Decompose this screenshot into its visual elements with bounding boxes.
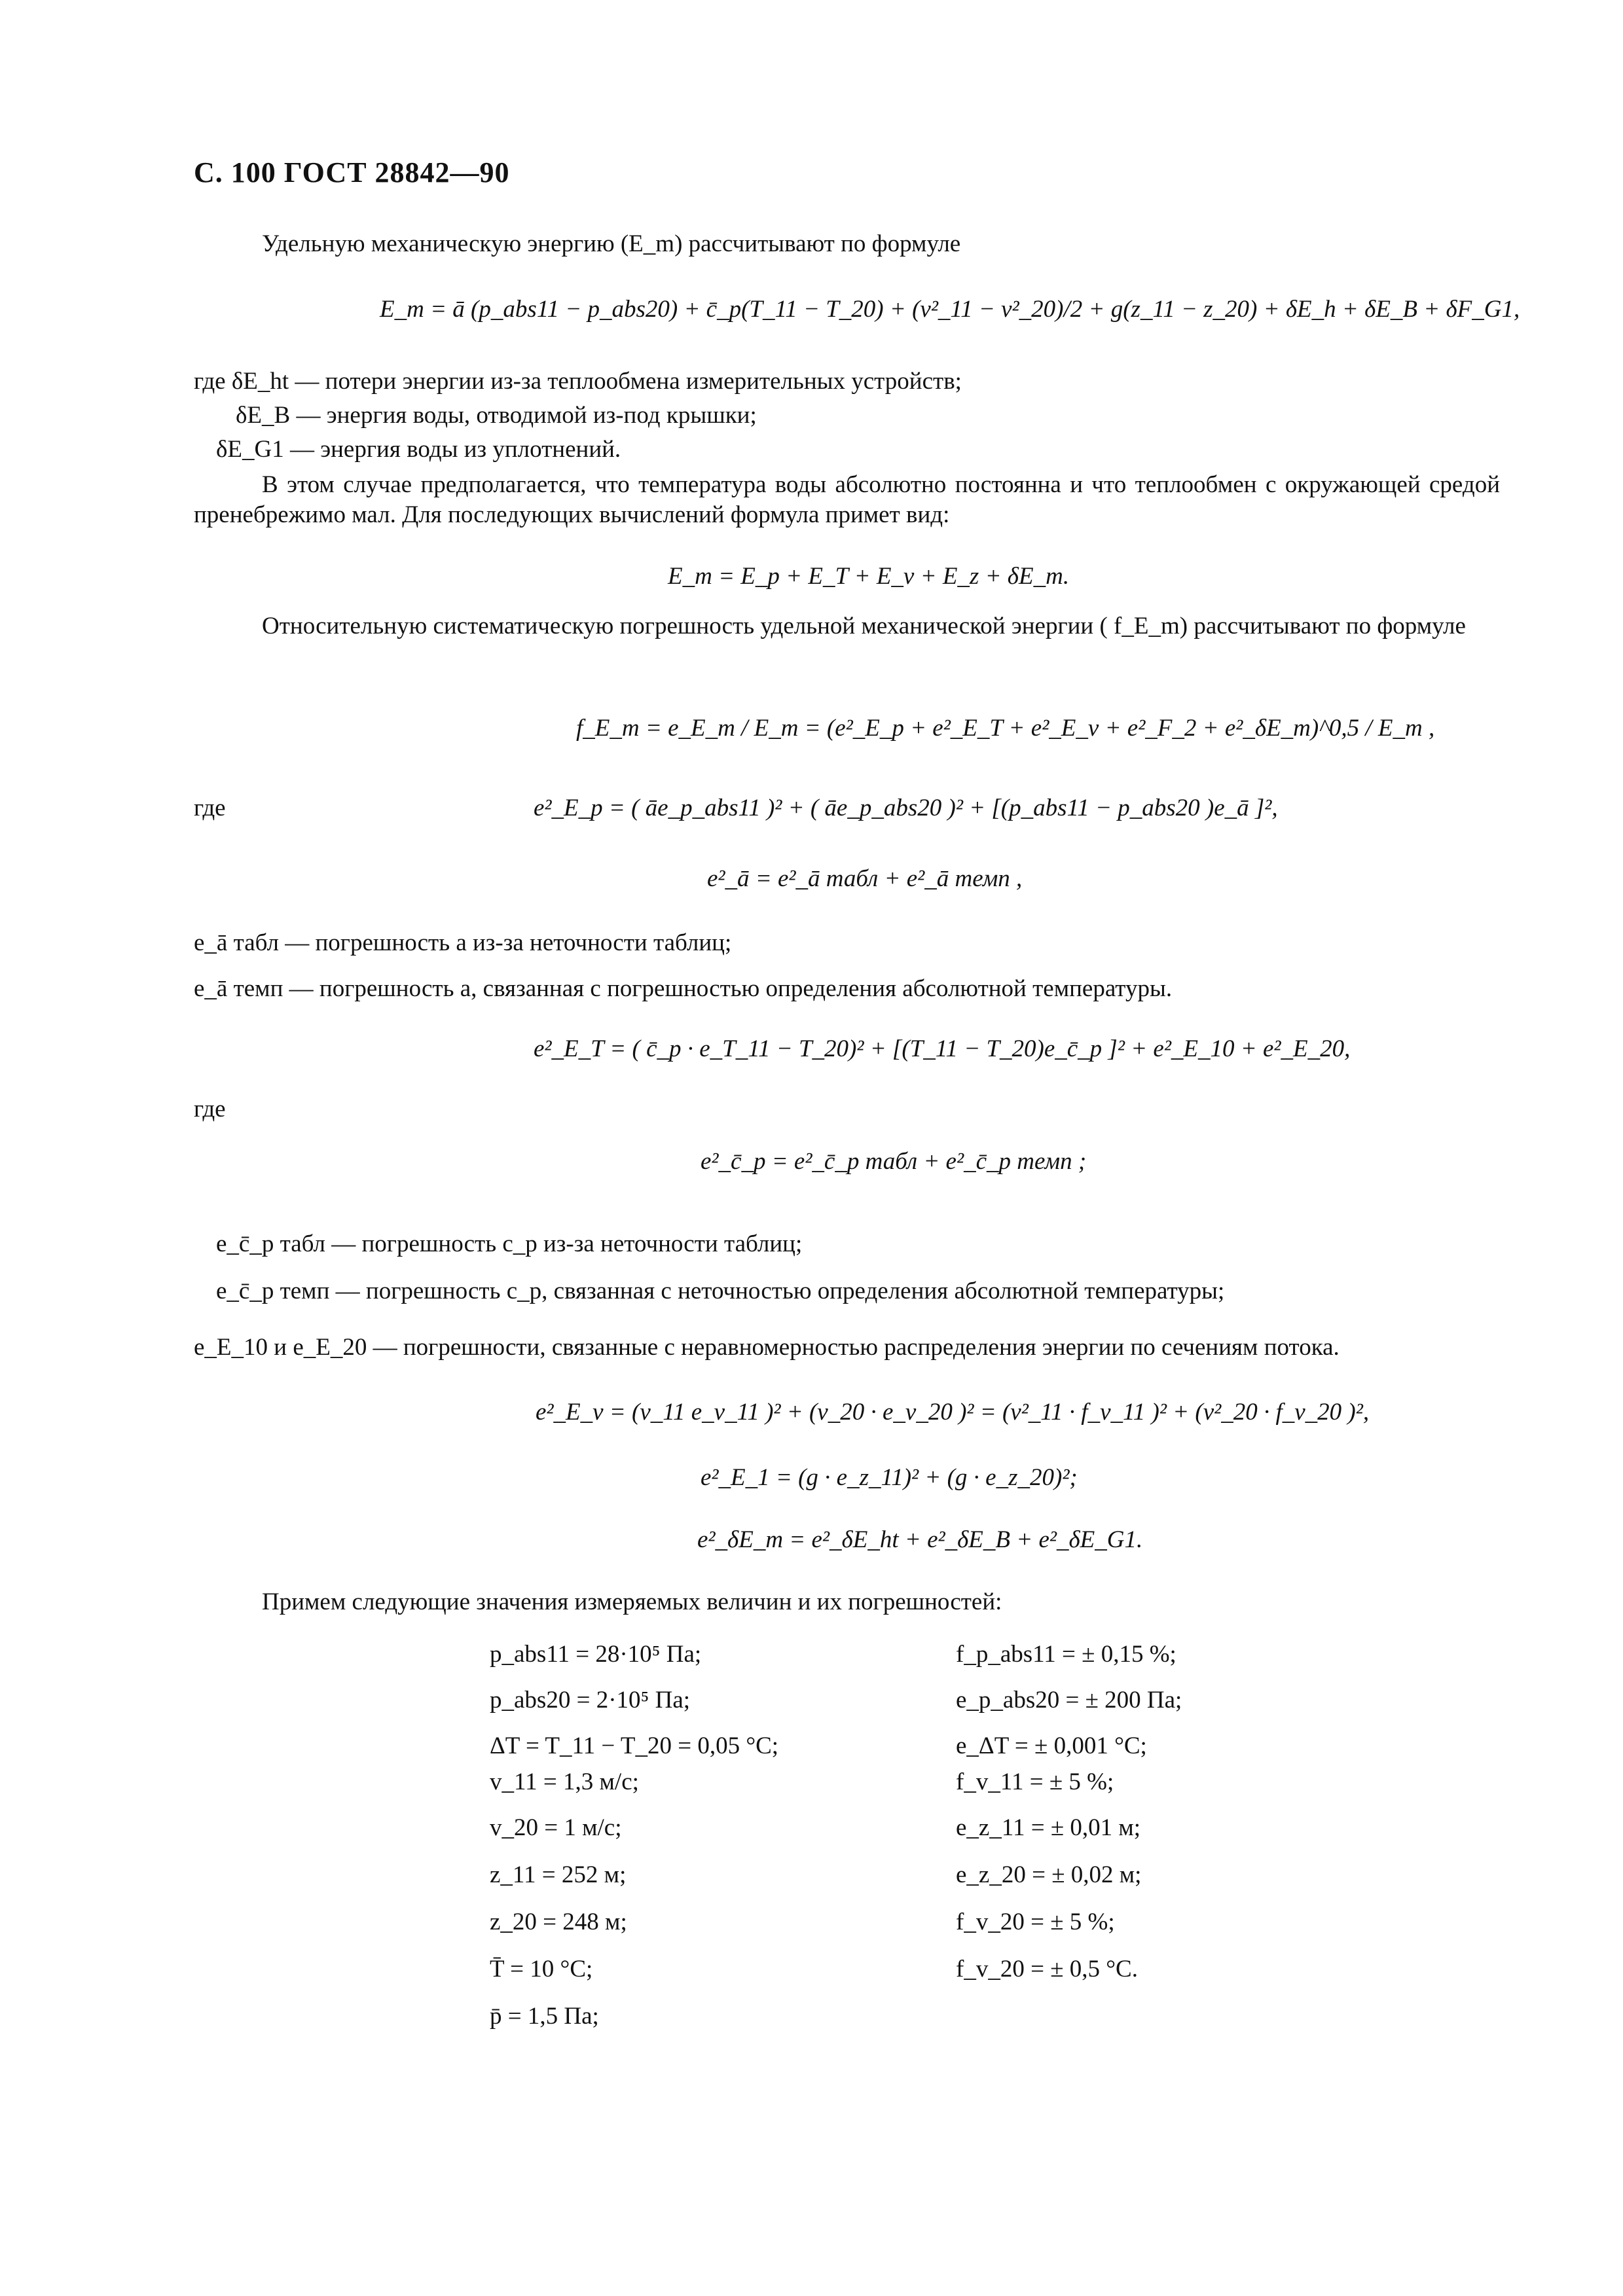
value-left-item: p̄ = 1,5 Па;	[490, 2003, 599, 2030]
value-right-item: f_p_abs11 = ± 0,15 %;	[956, 1641, 1176, 1668]
value-left-item: ΔT = T_11 − T_20 = 0,05 °C;	[490, 1732, 779, 1759]
value-right-item: e_z_11 = ± 0,01 м;	[956, 1814, 1141, 1841]
definition-ecp-tabl: e_c̄_p табл — погрешность c_p из-за неточности таблиц;	[216, 1230, 803, 1257]
value-left-item: v_20 = 1 м/с;	[490, 1814, 622, 1841]
value-left-item: v_11 = 1,3 м/с;	[490, 1768, 639, 1795]
formula-simplified: E_m = E_p + E_T + E_v + E_z + δE_m.	[668, 563, 1070, 590]
intro-text: Удельную механическую энергию (E_m) рассчитывают по формуле	[262, 230, 961, 257]
where-label-1: где	[194, 795, 226, 821]
formula-eEp: e²_E_p = ( āe_p_abs11 )² + ( āe_p_abs20 )² + [(p_abs11 − p_abs20 )e_ā ]²,	[534, 795, 1278, 821]
formula-ea: e²_ā = e²_ā табл + e²_ā темп ,	[707, 865, 1023, 892]
formula-eEv: e²_E_v = (v_11 e_v_11 )² + (v_20 · e_v_20 )² = (v²_11 · f_v_11 )² + (v²_20 · f_v_20 )²,	[536, 1399, 1370, 1426]
value-right-item: e_z_20 = ± 0,02 м;	[956, 1861, 1142, 1888]
definition-ea-temp: e_ā темп — погрешность a, связанная с погрешностью определения абсолютной температуры.	[194, 975, 1173, 1002]
value-left-item: T̄ = 10 °C;	[490, 1956, 593, 1982]
formula-ecp: e²_c̄_p = e²_c̄_p табл + e²_c̄_p темп ;	[701, 1148, 1087, 1175]
definition-dEht: где δE_ht — потери энергии из-за теплообмена измерительных устройств;	[194, 368, 962, 395]
values-intro: Примем следующие значения измеряемых величин и их погрешностей:	[262, 1588, 1002, 1615]
formula-f-Em: f_E_m = e_E_m / E_m = (e²_E_p + e²_E_T + e²_E_v + e²_F_2 + e²_δE_m)^0,5 / E_m ,	[576, 715, 1435, 742]
where-label-2: где	[194, 1096, 226, 1122]
value-right-item: e_p_abs20 = ± 200 Па;	[956, 1687, 1182, 1713]
value-right-item: f_v_11 = ± 5 %;	[956, 1768, 1114, 1795]
value-left-item: z_11 = 252 м;	[490, 1861, 627, 1888]
formula-main: E_m = ā (p_abs11 − p_abs20) + c̄_p(T_11 − T_20) + (v²_11 − v²_20)/2 + g(z_11 − z_20) + δE_h + δE_B + δF_G1,	[380, 296, 1520, 323]
definition-ea-tabl: e_ā табл — погрешность a из-за неточности таблиц;	[194, 929, 732, 956]
definition-dEG1: δE_G1 — энергия воды из уплотнений.	[216, 436, 621, 463]
definition-dEB: δE_B — энергия воды, отводимой из-под крышки;	[236, 402, 757, 429]
value-right-item: f_v_20 = ± 0,5 °C.	[956, 1956, 1138, 1982]
paragraph-case: В этом случае предполагается, что температура воды абсолютно постоянна и что теплообмен с окружающей средой пренебрежимо мал. Для последующих вычислений формула примет вид:	[194, 471, 1500, 529]
value-left-item: p_abs20 = 2·10⁵ Па;	[490, 1687, 691, 1713]
value-right-item: f_v_20 = ± 5 %;	[956, 1909, 1115, 1935]
formula-edEm: e²_δE_m = e²_δE_ht + e²_δE_B + e²_δE_G1.	[697, 1526, 1143, 1553]
values-right-list	[956, 1640, 1182, 2001]
formula-eET: e²_E_T = ( c̄_p · e_T_11 − T_20)² + [(T_11 − T_20)e_c̄_p ]² + e²_E_10 + e²_E_20,	[534, 1035, 1351, 1062]
formula-eE1: e²_E_1 = (g · e_z_11)² + (g · e_z_20)²;	[701, 1464, 1078, 1491]
value-left-item: p_abs11 = 28·10⁵ Па;	[490, 1641, 702, 1668]
paragraph-relative-error: Относительную систематическую погрешность удельной механической энергии ( f_E_m) рассчитывают по формуле	[262, 613, 1466, 639]
definition-ecp-temp: e_c̄_p темп — погрешность c_p, связанная с неточностью определения абсолютной температуры;	[216, 1278, 1225, 1304]
page-header: С. 100 ГОСТ 28842—90	[194, 156, 510, 188]
definition-eE10-eE20: e_E_10 и e_E_20 — погрешности, связанные с неравномерностью распределения энергии по сечениям потока.	[194, 1334, 1340, 1361]
value-right-item: e_ΔT = ± 0,001 °C;	[956, 1732, 1147, 1759]
values-left-list	[490, 1640, 778, 2049]
value-left-item: z_20 = 248 м;	[490, 1909, 627, 1935]
